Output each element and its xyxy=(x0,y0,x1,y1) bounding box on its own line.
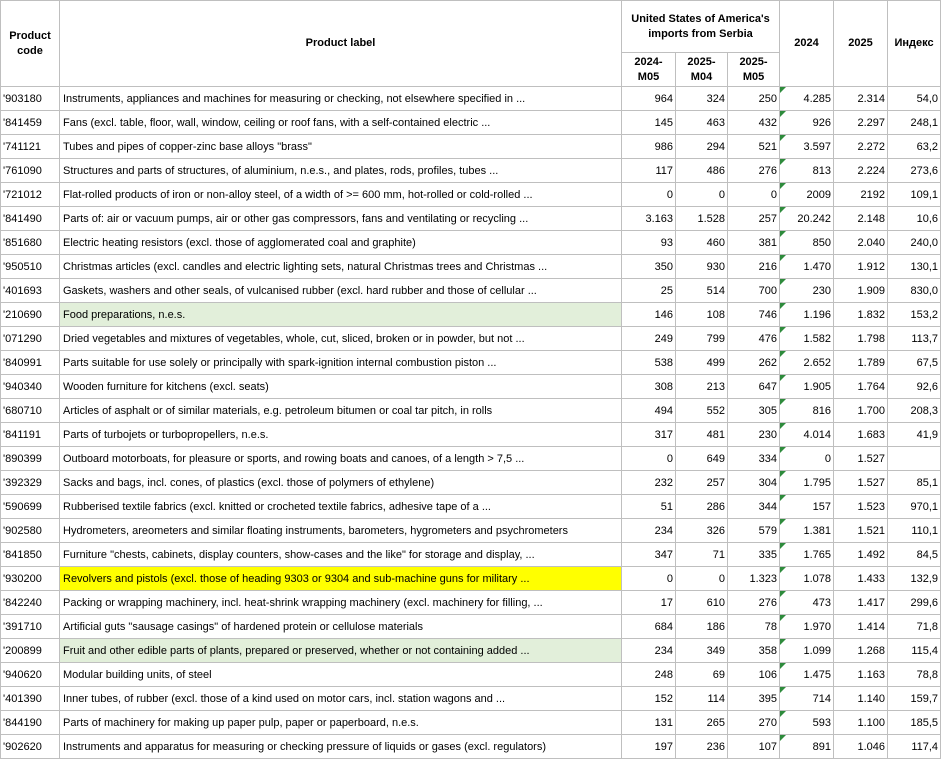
header-2025-m05: 2025-M05 xyxy=(728,53,780,87)
product-code-cell: '391710 xyxy=(1,615,60,639)
value-2024-cell: 1.099 xyxy=(780,639,834,663)
value-2025-m04-cell: 71 xyxy=(676,543,728,567)
value-2024-m05-cell: 317 xyxy=(622,423,676,447)
value-2025-cell: 1.832 xyxy=(834,303,888,327)
product-label-cell: Structures and parts of structures, of aluminium, n.e.s., and plates, rods, profiles, tubes ... xyxy=(60,159,622,183)
value-2024-cell: 1.078 xyxy=(780,567,834,591)
product-label-cell: Tubes and pipes of copper-zinc base alloys "brass" xyxy=(60,135,622,159)
header-product-label: Product label xyxy=(60,1,622,87)
table-row xyxy=(1,711,941,735)
product-label-cell: Food preparations, n.e.s. xyxy=(60,303,622,327)
index-cell: 273,6 xyxy=(888,159,941,183)
index-cell: 109,1 xyxy=(888,183,941,207)
value-2025-m04-cell: 799 xyxy=(676,327,728,351)
value-2025-cell: 1.414 xyxy=(834,615,888,639)
product-label-cell: Flat-rolled products of iron or non-alloy steel, of a width of >= 600 mm, hot-rolled or cold-rolled ... xyxy=(60,183,622,207)
product-label-cell: Gaskets, washers and other seals, of vulcanised rubber (excl. hard rubber and those of cellular ... xyxy=(60,279,622,303)
value-2025-m04-cell: 930 xyxy=(676,255,728,279)
index-cell: 115,4 xyxy=(888,639,941,663)
table-row xyxy=(1,687,941,711)
value-2024-m05-cell: 538 xyxy=(622,351,676,375)
value-2025-m04-cell: 186 xyxy=(676,615,728,639)
value-2025-m04-cell: 481 xyxy=(676,423,728,447)
header-index: Индекс xyxy=(888,1,941,87)
table-row xyxy=(1,495,941,519)
value-2024-cell: 1.196 xyxy=(780,303,834,327)
product-code-cell: '840991 xyxy=(1,351,60,375)
product-code-cell: '401390 xyxy=(1,687,60,711)
index-cell: 299,6 xyxy=(888,591,941,615)
header-2025-m04: 2025-M04 xyxy=(676,53,728,87)
value-2025-m04-cell: 460 xyxy=(676,231,728,255)
product-label-cell: Instruments, appliances and machines for measuring or checking, not elsewhere specified in ... xyxy=(60,87,622,111)
value-2025-m05-cell: 106 xyxy=(728,663,780,687)
value-2024-cell: 816 xyxy=(780,399,834,423)
index-cell: 153,2 xyxy=(888,303,941,327)
table-row xyxy=(1,591,941,615)
product-code-cell: '590699 xyxy=(1,495,60,519)
table-row xyxy=(1,255,941,279)
value-2025-m04-cell: 326 xyxy=(676,519,728,543)
value-2025-m05-cell: 276 xyxy=(728,591,780,615)
value-2025-cell: 1.798 xyxy=(834,327,888,351)
value-2025-m05-cell: 270 xyxy=(728,711,780,735)
value-2025-m04-cell: 108 xyxy=(676,303,728,327)
value-2024-cell: 230 xyxy=(780,279,834,303)
product-code-cell: '902620 xyxy=(1,735,60,759)
value-2024-cell: 850 xyxy=(780,231,834,255)
product-code-cell: '210690 xyxy=(1,303,60,327)
value-2024-cell: 2009 xyxy=(780,183,834,207)
value-2025-cell: 1.912 xyxy=(834,255,888,279)
value-2025-cell: 1.523 xyxy=(834,495,888,519)
value-2024-m05-cell: 234 xyxy=(622,639,676,663)
index-cell: 240,0 xyxy=(888,231,941,255)
product-label-cell: Electric heating resistors (excl. those of agglomerated coal and graphite) xyxy=(60,231,622,255)
table-row xyxy=(1,303,941,327)
value-2025-m04-cell: 499 xyxy=(676,351,728,375)
value-2024-cell: 1.795 xyxy=(780,471,834,495)
value-2025-m05-cell: 746 xyxy=(728,303,780,327)
value-2024-m05-cell: 146 xyxy=(622,303,676,327)
value-2025-cell: 1.789 xyxy=(834,351,888,375)
product-code-cell: '841490 xyxy=(1,207,60,231)
value-2024-m05-cell: 0 xyxy=(622,183,676,207)
product-code-cell: '071290 xyxy=(1,327,60,351)
value-2025-m05-cell: 358 xyxy=(728,639,780,663)
value-2025-m04-cell: 1.528 xyxy=(676,207,728,231)
table-row xyxy=(1,735,941,759)
value-2025-m04-cell: 114 xyxy=(676,687,728,711)
value-2025-m04-cell: 324 xyxy=(676,87,728,111)
value-2025-m04-cell: 69 xyxy=(676,663,728,687)
product-label-cell: Outboard motorboats, for pleasure or sports, and rowing boats and canoes, of a length > 7,5 ... xyxy=(60,447,622,471)
table-row xyxy=(1,519,941,543)
value-2025-m05-cell: 262 xyxy=(728,351,780,375)
table-row xyxy=(1,639,941,663)
value-2025-cell: 2.314 xyxy=(834,87,888,111)
table-row xyxy=(1,375,941,399)
value-2025-m05-cell: 257 xyxy=(728,207,780,231)
index-cell: 830,0 xyxy=(888,279,941,303)
value-2024-cell: 813 xyxy=(780,159,834,183)
product-code-cell: '392329 xyxy=(1,471,60,495)
value-2025-m04-cell: 349 xyxy=(676,639,728,663)
value-2025-m04-cell: 265 xyxy=(676,711,728,735)
product-code-cell: '940620 xyxy=(1,663,60,687)
product-label-cell: Parts suitable for use solely or principally with spark-ignition internal combustion piston ... xyxy=(60,351,622,375)
value-2024-m05-cell: 152 xyxy=(622,687,676,711)
product-code-cell: '844190 xyxy=(1,711,60,735)
value-2024-m05-cell: 249 xyxy=(622,327,676,351)
value-2025-cell: 1.163 xyxy=(834,663,888,687)
value-2024-m05-cell: 986 xyxy=(622,135,676,159)
table-row xyxy=(1,663,941,687)
product-code-cell: '851680 xyxy=(1,231,60,255)
table-row xyxy=(1,471,941,495)
table-row xyxy=(1,183,941,207)
value-2024-m05-cell: 964 xyxy=(622,87,676,111)
table-row xyxy=(1,279,941,303)
index-cell: 113,7 xyxy=(888,327,941,351)
product-code-cell: '890399 xyxy=(1,447,60,471)
header-product-code: Product code xyxy=(1,1,60,87)
value-2024-cell: 1.765 xyxy=(780,543,834,567)
table-row xyxy=(1,159,941,183)
value-2025-m04-cell: 0 xyxy=(676,183,728,207)
product-label-cell: Rubberised textile fabrics (excl. knitted or crocheted textile fabrics, adhesive tape of a ... xyxy=(60,495,622,519)
value-2025-cell: 1.700 xyxy=(834,399,888,423)
value-2025-m04-cell: 486 xyxy=(676,159,728,183)
value-2025-m04-cell: 0 xyxy=(676,567,728,591)
index-cell: 130,1 xyxy=(888,255,941,279)
value-2025-cell: 2192 xyxy=(834,183,888,207)
value-2025-m05-cell: 1.323 xyxy=(728,567,780,591)
index-cell: 159,7 xyxy=(888,687,941,711)
value-2025-cell: 2.040 xyxy=(834,231,888,255)
value-2025-m04-cell: 463 xyxy=(676,111,728,135)
product-code-cell: '200899 xyxy=(1,639,60,663)
value-2025-m05-cell: 107 xyxy=(728,735,780,759)
value-2025-m04-cell: 286 xyxy=(676,495,728,519)
value-2025-m04-cell: 257 xyxy=(676,471,728,495)
product-label-cell: Dried vegetables and mixtures of vegetables, whole, cut, sliced, broken or in powder, but not ... xyxy=(60,327,622,351)
index-cell: 78,8 xyxy=(888,663,941,687)
value-2025-m05-cell: 305 xyxy=(728,399,780,423)
value-2024-cell: 1.970 xyxy=(780,615,834,639)
value-2025-cell: 1.140 xyxy=(834,687,888,711)
value-2025-cell: 1.417 xyxy=(834,591,888,615)
product-code-cell: '680710 xyxy=(1,399,60,423)
index-cell: 54,0 xyxy=(888,87,941,111)
value-2024-cell: 473 xyxy=(780,591,834,615)
value-2024-m05-cell: 93 xyxy=(622,231,676,255)
value-2025-m05-cell: 250 xyxy=(728,87,780,111)
product-label-cell: Instruments and apparatus for measuring or checking pressure of liquids or gases (excl. regulators) xyxy=(60,735,622,759)
product-label-cell: Parts of: air or vacuum pumps, air or other gas compressors, fans and ventilating or recycling ... xyxy=(60,207,622,231)
value-2025-m05-cell: 78 xyxy=(728,615,780,639)
value-2025-m05-cell: 476 xyxy=(728,327,780,351)
index-cell: 132,9 xyxy=(888,567,941,591)
value-2024-m05-cell: 248 xyxy=(622,663,676,687)
value-2024-cell: 157 xyxy=(780,495,834,519)
index-cell: 67,5 xyxy=(888,351,941,375)
value-2025-m05-cell: 647 xyxy=(728,375,780,399)
value-2025-cell: 1.527 xyxy=(834,447,888,471)
index-cell: 248,1 xyxy=(888,111,941,135)
header-2025: 2025 xyxy=(834,1,888,87)
value-2024-m05-cell: 684 xyxy=(622,615,676,639)
value-2024-m05-cell: 197 xyxy=(622,735,676,759)
product-label-cell: Parts of machinery for making up paper pulp, paper or paperboard, n.e.s. xyxy=(60,711,622,735)
value-2025-m04-cell: 213 xyxy=(676,375,728,399)
product-code-cell: '741121 xyxy=(1,135,60,159)
value-2025-cell: 2.272 xyxy=(834,135,888,159)
value-2025-cell: 1.909 xyxy=(834,279,888,303)
value-2025-cell: 1.268 xyxy=(834,639,888,663)
product-code-cell: '841191 xyxy=(1,423,60,447)
value-2025-cell: 1.683 xyxy=(834,423,888,447)
value-2025-cell: 1.100 xyxy=(834,711,888,735)
table-row xyxy=(1,135,941,159)
value-2025-cell: 2.224 xyxy=(834,159,888,183)
value-2024-cell: 0 xyxy=(780,447,834,471)
index-cell: 63,2 xyxy=(888,135,941,159)
product-code-cell: '902580 xyxy=(1,519,60,543)
product-label-cell: Revolvers and pistols (excl. those of heading 9303 or 9304 and sub-machine guns for military ... xyxy=(60,567,622,591)
value-2024-m05-cell: 25 xyxy=(622,279,676,303)
product-label-cell: Fruit and other edible parts of plants, prepared or preserved, whether or not containing added ... xyxy=(60,639,622,663)
product-label-cell: Inner tubes, of rubber (excl. those of a kind used on motor cars, incl. station wagons and ... xyxy=(60,687,622,711)
product-code-cell: '950510 xyxy=(1,255,60,279)
value-2024-cell: 1.582 xyxy=(780,327,834,351)
table-row xyxy=(1,351,941,375)
value-2024-m05-cell: 308 xyxy=(622,375,676,399)
header-imports-group: United States of America's imports from Serbia xyxy=(622,1,780,53)
value-2024-cell: 3.597 xyxy=(780,135,834,159)
product-label-cell: Fans (excl. table, floor, wall, window, ceiling or roof fans, with a self-contained electric ... xyxy=(60,111,622,135)
value-2025-m04-cell: 514 xyxy=(676,279,728,303)
product-label-cell: Hydrometers, areometers and similar floating instruments, barometers, hygrometers and psychrometers xyxy=(60,519,622,543)
value-2024-cell: 1.475 xyxy=(780,663,834,687)
value-2025-m05-cell: 432 xyxy=(728,111,780,135)
product-code-cell: '721012 xyxy=(1,183,60,207)
value-2025-cell: 1.521 xyxy=(834,519,888,543)
index-cell: 92,6 xyxy=(888,375,941,399)
value-2025-m05-cell: 304 xyxy=(728,471,780,495)
product-code-cell: '842240 xyxy=(1,591,60,615)
value-2025-m04-cell: 236 xyxy=(676,735,728,759)
value-2025-m05-cell: 216 xyxy=(728,255,780,279)
value-2025-cell: 2.297 xyxy=(834,111,888,135)
product-label-cell: Articles of asphalt or of similar materials, e.g. petroleum bitumen or coal tar pitch, in rolls xyxy=(60,399,622,423)
index-cell: 185,5 xyxy=(888,711,941,735)
value-2024-cell: 926 xyxy=(780,111,834,135)
index-cell: 110,1 xyxy=(888,519,941,543)
value-2024-m05-cell: 0 xyxy=(622,447,676,471)
value-2025-cell: 1.764 xyxy=(834,375,888,399)
product-label-cell: Sacks and bags, incl. cones, of plastics (excl. those of polymers of ethylene) xyxy=(60,471,622,495)
product-label-cell: Christmas articles (excl. candles and electric lighting sets, natural Christmas trees and Christmas ... xyxy=(60,255,622,279)
value-2025-m05-cell: 335 xyxy=(728,543,780,567)
product-code-cell: '761090 xyxy=(1,159,60,183)
index-cell: 970,1 xyxy=(888,495,941,519)
value-2025-cell: 1.046 xyxy=(834,735,888,759)
value-2024-cell: 891 xyxy=(780,735,834,759)
value-2025-m05-cell: 276 xyxy=(728,159,780,183)
table-row xyxy=(1,543,941,567)
value-2024-cell: 593 xyxy=(780,711,834,735)
value-2025-cell: 2.148 xyxy=(834,207,888,231)
value-2024-cell: 1.381 xyxy=(780,519,834,543)
value-2024-m05-cell: 117 xyxy=(622,159,676,183)
value-2024-m05-cell: 232 xyxy=(622,471,676,495)
product-code-cell: '940340 xyxy=(1,375,60,399)
value-2024-m05-cell: 350 xyxy=(622,255,676,279)
index-cell: 117,4 xyxy=(888,735,941,759)
product-code-cell: '841459 xyxy=(1,111,60,135)
value-2025-m04-cell: 552 xyxy=(676,399,728,423)
product-label-cell: Parts of turbojets or turbopropellers, n.e.s. xyxy=(60,423,622,447)
value-2025-m05-cell: 579 xyxy=(728,519,780,543)
product-label-cell: Furniture "chests, cabinets, display counters, show-cases and the like" for storage and display, ... xyxy=(60,543,622,567)
table-row xyxy=(1,87,941,111)
table-row xyxy=(1,399,941,423)
table-row xyxy=(1,207,941,231)
table-row xyxy=(1,615,941,639)
index-cell: 208,3 xyxy=(888,399,941,423)
table-row xyxy=(1,567,941,591)
product-code-cell: '401693 xyxy=(1,279,60,303)
value-2024-cell: 714 xyxy=(780,687,834,711)
value-2024-m05-cell: 0 xyxy=(622,567,676,591)
value-2024-cell: 4.285 xyxy=(780,87,834,111)
index-cell: 10,6 xyxy=(888,207,941,231)
value-2025-m04-cell: 610 xyxy=(676,591,728,615)
value-2024-m05-cell: 3.163 xyxy=(622,207,676,231)
table-row xyxy=(1,231,941,255)
value-2025-cell: 1.433 xyxy=(834,567,888,591)
value-2025-m05-cell: 0 xyxy=(728,183,780,207)
value-2025-cell: 1.492 xyxy=(834,543,888,567)
value-2024-cell: 1.470 xyxy=(780,255,834,279)
value-2024-m05-cell: 51 xyxy=(622,495,676,519)
value-2024-cell: 4.014 xyxy=(780,423,834,447)
value-2025-m05-cell: 395 xyxy=(728,687,780,711)
value-2025-m05-cell: 344 xyxy=(728,495,780,519)
value-2024-m05-cell: 494 xyxy=(622,399,676,423)
index-cell: 41,9 xyxy=(888,423,941,447)
index-cell: 85,1 xyxy=(888,471,941,495)
value-2025-m05-cell: 334 xyxy=(728,447,780,471)
header-2024-m05: 2024-M05 xyxy=(622,53,676,87)
product-label-cell: Packing or wrapping machinery, incl. heat-shrink wrapping machinery (excl. machinery for filling, ... xyxy=(60,591,622,615)
value-2024-m05-cell: 347 xyxy=(622,543,676,567)
value-2024-cell: 1.905 xyxy=(780,375,834,399)
value-2024-m05-cell: 131 xyxy=(622,711,676,735)
product-code-cell: '903180 xyxy=(1,87,60,111)
header-2024: 2024 xyxy=(780,1,834,87)
value-2024-m05-cell: 17 xyxy=(622,591,676,615)
value-2024-cell: 2.652 xyxy=(780,351,834,375)
table-row xyxy=(1,111,941,135)
value-2025-m04-cell: 649 xyxy=(676,447,728,471)
index-cell: 84,5 xyxy=(888,543,941,567)
product-code-cell: '841850 xyxy=(1,543,60,567)
value-2025-m04-cell: 294 xyxy=(676,135,728,159)
product-label-cell: Modular building units, of steel xyxy=(60,663,622,687)
value-2024-m05-cell: 145 xyxy=(622,111,676,135)
value-2025-m05-cell: 381 xyxy=(728,231,780,255)
product-code-cell: '930200 xyxy=(1,567,60,591)
value-2024-cell: 20.242 xyxy=(780,207,834,231)
value-2025-m05-cell: 700 xyxy=(728,279,780,303)
table-row xyxy=(1,327,941,351)
value-2025-cell: 1.527 xyxy=(834,471,888,495)
index-cell xyxy=(888,447,941,471)
value-2025-m05-cell: 521 xyxy=(728,135,780,159)
table-row xyxy=(1,447,941,471)
value-2024-m05-cell: 234 xyxy=(622,519,676,543)
value-2025-m05-cell: 230 xyxy=(728,423,780,447)
table-row xyxy=(1,423,941,447)
product-label-cell: Wooden furniture for kitchens (excl. seats) xyxy=(60,375,622,399)
index-cell: 71,8 xyxy=(888,615,941,639)
product-label-cell: Artificial guts "sausage casings" of hardened protein or cellulose materials xyxy=(60,615,622,639)
